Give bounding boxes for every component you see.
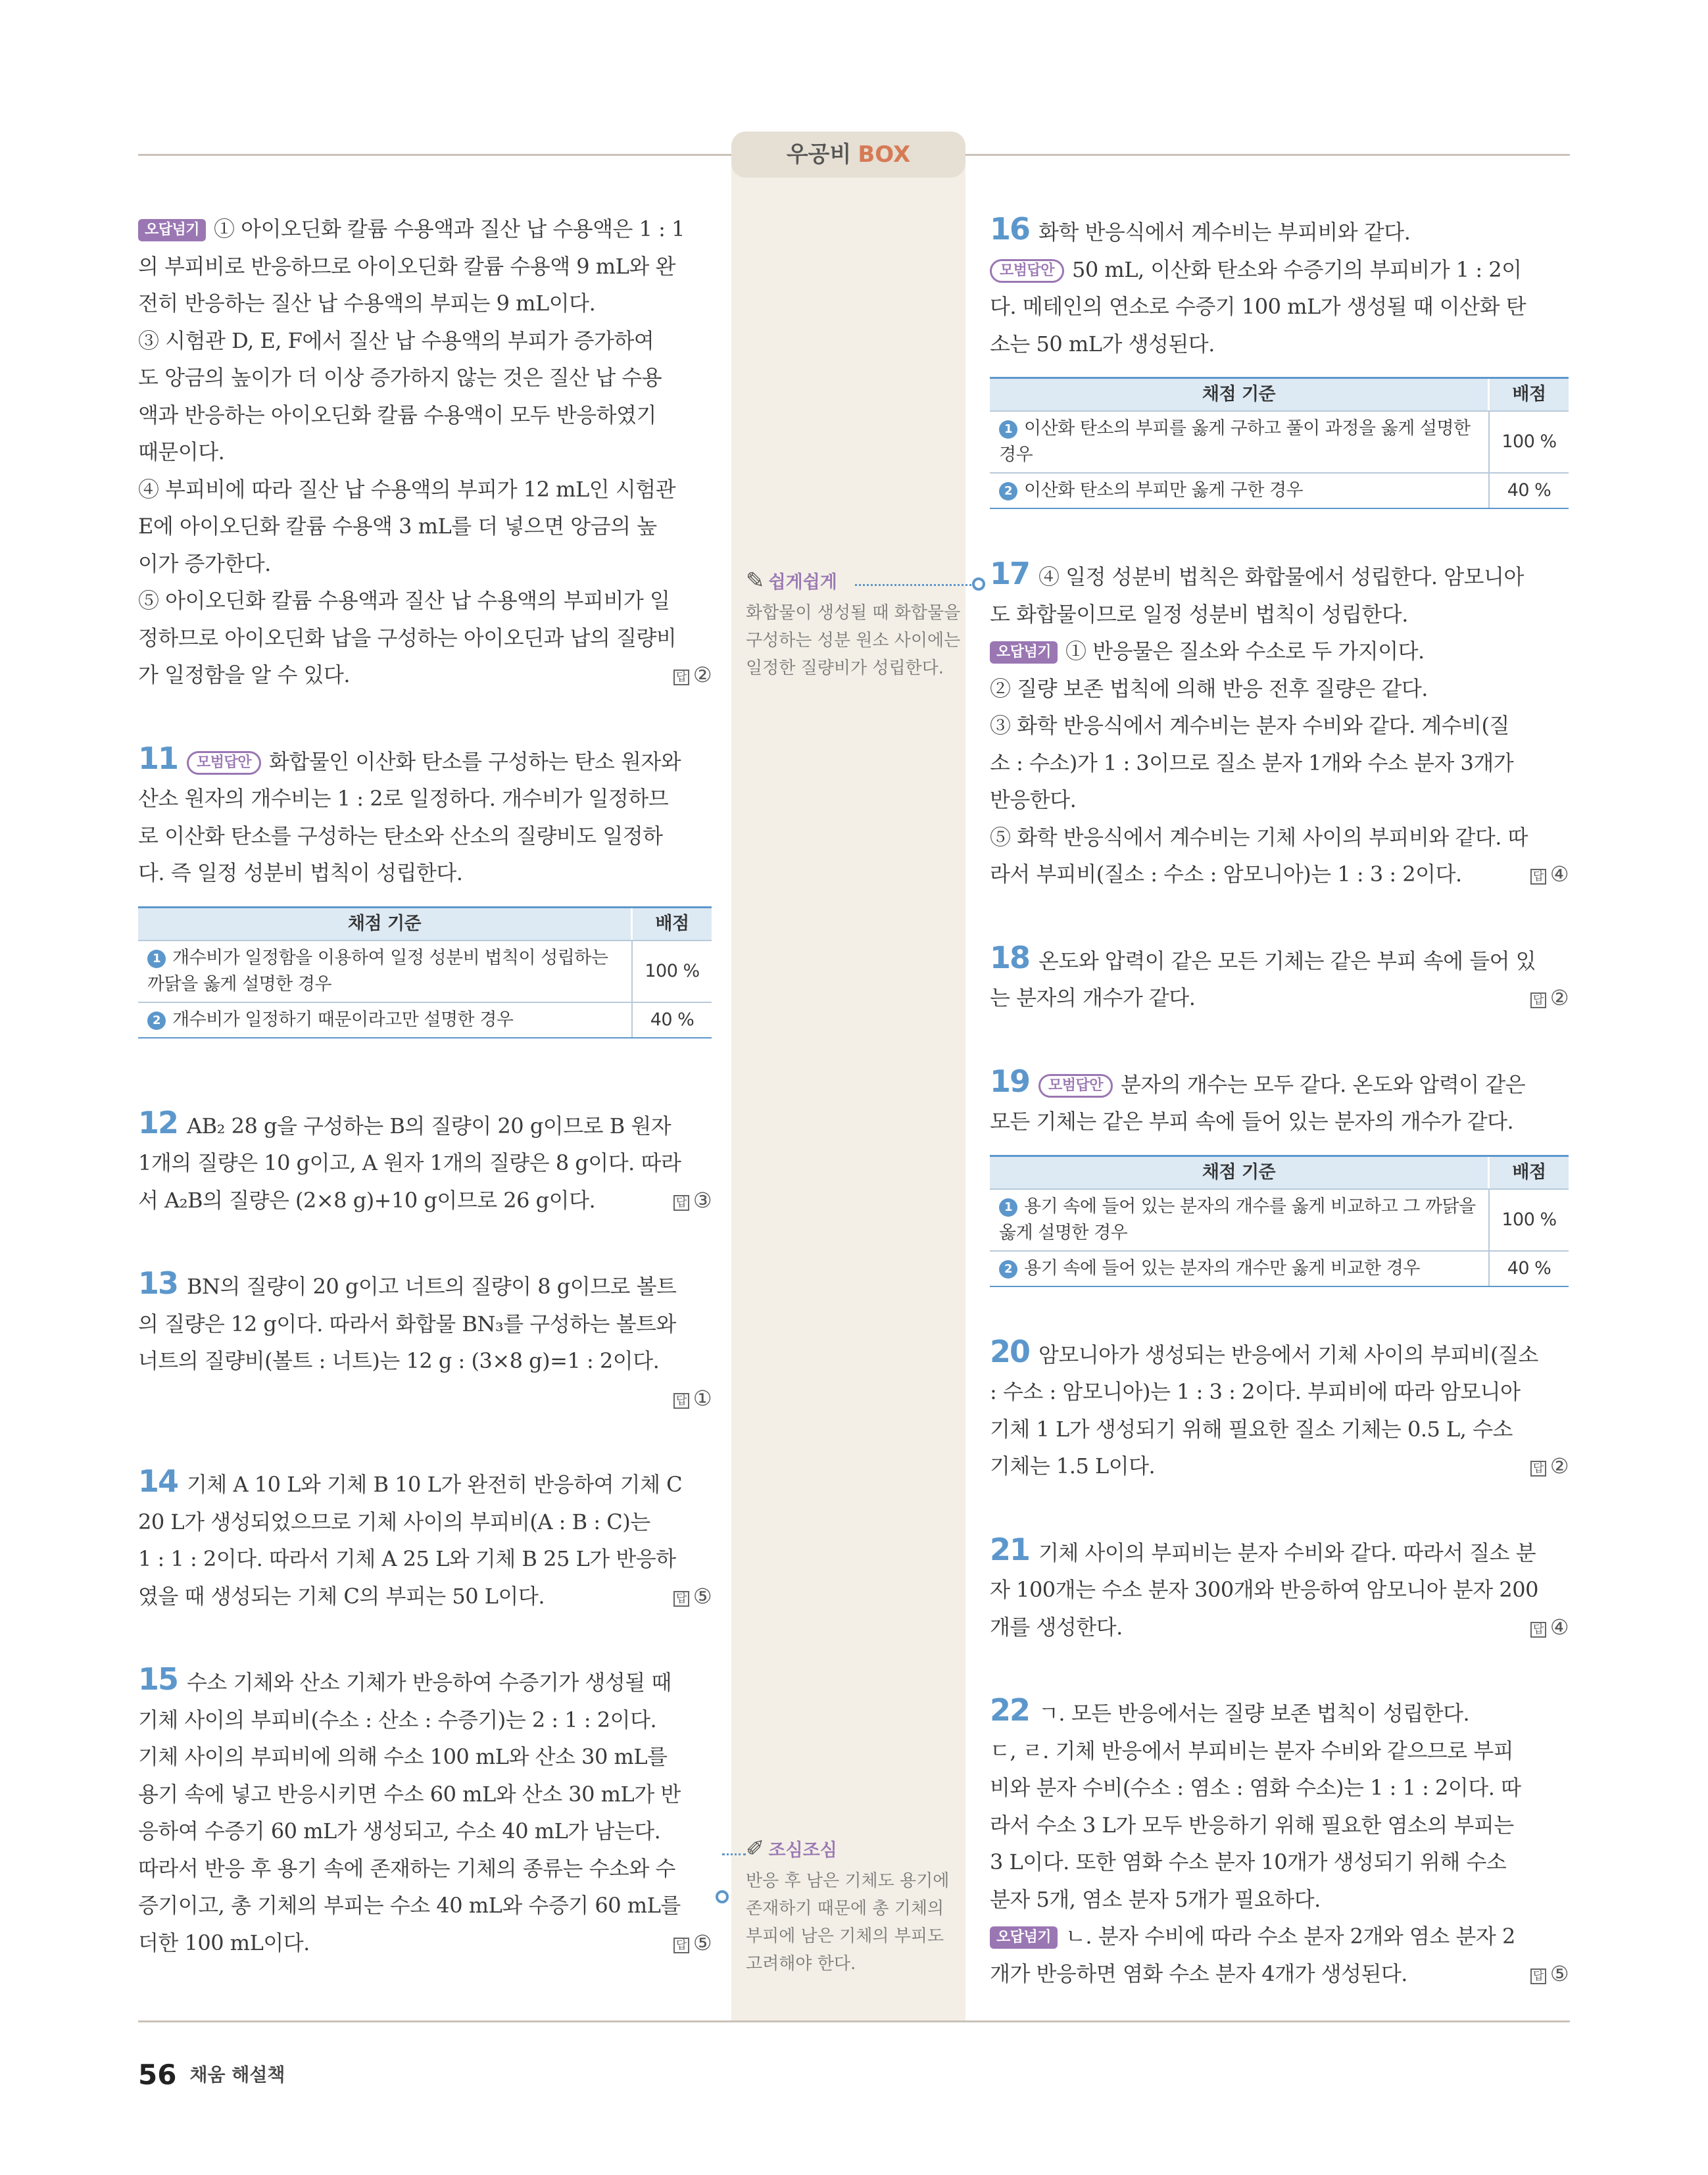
text-line: 개를 생성한다. 답 ④	[990, 1609, 1569, 1646]
pin-icon: ✐	[746, 1836, 765, 1862]
easy-note: ✎ 쉽게쉽게 화합물이 생성될 때 화합물을 구성하는 성분 원소 사이에는 일정한 질량비가 성립한다.	[746, 568, 961, 678]
q11-block	[138, 740, 712, 1039]
text-line: 11 모범답안 화합물인 이산화 탄소를 구성하는 탄소 원자와	[138, 740, 681, 776]
q14-block	[138, 1463, 712, 1615]
text-line: : 수소 : 암모니아)는 1 : 3 : 2이다. 부피비에 따라 암모니아	[990, 1379, 1521, 1404]
box-header: 우공비 BOX	[731, 132, 965, 178]
text-line: 모든 기체는 같은 부피 속에 들어 있는 분자의 개수가 같다.	[990, 1109, 1514, 1134]
question-number: 19	[990, 1063, 1030, 1099]
text-line: 17 ④ 일정 성분비 법칙은 화합물에서 성립한다. 암모니아	[990, 556, 1524, 591]
answer-mark: 답 ④	[1530, 1609, 1569, 1646]
text-line: E에 아이오딘화 칼륨 수용액 3 mL를 더 넣으면 앙금의 높	[138, 514, 657, 539]
table-row: 2 용기 속에 들어 있는 분자의 개수만 옳게 비교한 경우 40 %	[990, 1250, 1569, 1286]
q19-block	[990, 1063, 1569, 1287]
text-line: 14 기체 A 10 L와 기체 B 10 L가 완전히 반응하여 기체 C	[138, 1463, 683, 1499]
text-line: ② 질량 보존 법칙에 의해 반응 전후 질량은 같다.	[990, 675, 1428, 701]
text-line: 도 화합물이므로 일정 성분비 법칙이 성립한다.	[990, 601, 1408, 627]
answer-mark: 답 ③	[673, 1182, 712, 1219]
question-number: 20	[990, 1333, 1030, 1369]
text-line: 다. 즉 일정 성분비 법칙이 성립한다.	[138, 860, 463, 885]
question-number: 16	[990, 211, 1030, 247]
text-line: 전히 반응하는 질산 납 수용액의 부피는 9 mL이다.	[138, 291, 596, 316]
wrong-answer-tag: 오답넘기	[990, 1926, 1058, 1949]
text-line: ③ 화학 반응식에서 계수비는 분자 수비와 같다. 계수비(질	[990, 713, 1509, 738]
text-line: 오답넘기 ㄴ. 분자 수비에 따라 수소 분자 2개와 염소 분자 2	[990, 1918, 1569, 1955]
text-line: 는 분자의 개수가 같다. 답 ②	[990, 979, 1569, 1017]
q22-block	[990, 1692, 1569, 1992]
question-number: 15	[138, 1661, 178, 1697]
scoring-table: 채점 기준 배점 1 용기 속에 들어 있는 분자의 개수를 옳게 비교하고 그 까닭을 옳게 설명한 경우 100 % 2 용기 속에 들어 있는 분자의 개수만 옳게 비교한 경우 40 %	[990, 1155, 1569, 1287]
text-line: 액과 반응하는 아이오딘화 칼륨 수용액이 모두 반응하였기	[138, 402, 656, 428]
text-line: 기체는 1.5 L이다. 답 ②	[990, 1448, 1569, 1485]
careful-note: ✐ 조심조심 반응 후 남은 기체도 용기에 존재하기 때문에 총 기체의 부피에 남은 기체의 부피도 고려해야 한다.	[746, 1836, 950, 1974]
answer-mark: 답 ④	[1530, 856, 1569, 893]
text-line: 21 기체 사이의 부피비는 분자 수비와 같다. 따라서 질소 분	[990, 1531, 1536, 1567]
text-line: 산소 원자의 개수비는 1 : 2로 일정하다. 개수비가 일정하므	[138, 786, 669, 811]
answer-mark: 답 ①	[673, 1380, 712, 1417]
right-column	[990, 210, 1569, 1992]
text-line: 13 BN의 질량이 20 g이고 너트의 질량이 8 g이므로 볼트	[138, 1265, 677, 1301]
text-line: 개가 반응하면 염화 수소 분자 4개가 생성된다. 답 ⑤	[990, 1955, 1569, 1993]
question-number: 11	[138, 740, 178, 776]
text-line: ④ 부피비에 따라 질산 납 수용액의 부피가 12 mL인 시험관	[138, 476, 676, 502]
text-line: 12 AB₂ 28 g을 구성하는 B의 질량이 20 g이므로 B 원자	[138, 1104, 671, 1140]
text-line: 1 : 1 : 2이다. 따라서 기체 A 25 L와 기체 B 25 L가 반응하	[138, 1546, 676, 1571]
text-line: 비와 분자 수비(수소 : 염소 : 염화 수소)는 1 : 1 : 2이다. 따	[990, 1775, 1521, 1800]
text-line: 의 질량은 12 g이다. 따라서 화합물 BN₃를 구성하는 볼트와	[138, 1311, 676, 1336]
text-line: 도 앙금의 높이가 더 이상 증가하지 않는 것은 질산 납 수용	[138, 365, 662, 390]
text-line: 소 : 수소)가 1 : 3이므로 질소 분자 1개와 수소 분자 3개가	[990, 750, 1514, 775]
q20-block	[990, 1333, 1569, 1485]
side-column-background	[731, 155, 965, 2020]
book-title: 채움 해설책	[189, 2064, 285, 2086]
text-line: 반응한다.	[990, 787, 1077, 812]
text-line: 응하여 수증기 60 mL가 생성되고, 수소 40 mL가 남는다.	[138, 1819, 661, 1844]
text-line: ⑤ 화학 반응식에서 계수비는 기체 사이의 부피비와 같다. 따	[990, 824, 1528, 850]
text-line: 소는 50 mL가 생성된다.	[990, 331, 1215, 356]
table-row: 2 이산화 탄소의 부피만 옳게 구한 경우 40 %	[990, 472, 1569, 508]
model-answer-tag: 모범답안	[1038, 1074, 1113, 1098]
model-answer-tag: 모범답안	[187, 751, 261, 775]
answer-mark: 답 ⑤	[1530, 1955, 1569, 1993]
table-row: 1 이산화 탄소의 부피를 옳게 구하고 풀이 과정을 옳게 설명한 경우 100 %	[990, 410, 1569, 472]
page-footer	[138, 2059, 285, 2091]
answer-mark: 답 ②	[1530, 979, 1569, 1017]
text-line: 19 모범답안 분자의 개수는 모두 같다. 온도와 압력이 같은	[990, 1063, 1526, 1099]
question-number: 22	[990, 1692, 1030, 1728]
text-line: 15 수소 기체와 산소 기체가 반응하여 수증기가 생성될 때	[138, 1661, 671, 1697]
text-line: 정하므로 아이오딘화 납을 구성하는 아이오딘과 납의 질량비	[138, 625, 677, 650]
page-number: 56	[138, 2059, 177, 2091]
scoring-table: 채점 기준 배점 1 이산화 탄소의 부피를 옳게 구하고 풀이 과정을 옳게 설명한 경우 100 % 2 이산화 탄소의 부피만 옳게 구한 경우 40 %	[990, 377, 1569, 509]
text-line: 용기 속에 넣고 반응시키면 수소 60 mL와 산소 30 mL가 반	[138, 1781, 681, 1807]
text-line: 서 A₂B의 질량은 (2×8 g)+10 g이므로 26 g이다. 답 ③	[138, 1182, 712, 1219]
wrong-answer-tag: 오답넘기	[138, 219, 206, 241]
connector-dot	[972, 577, 985, 591]
text-line: 로 이산화 탄소를 구성하는 탄소와 산소의 질량비도 일정하	[138, 823, 663, 848]
question-number: 21	[990, 1531, 1030, 1567]
text-line: 였을 때 생성되는 기체 C의 부피는 50 L이다. 답 ⑤	[138, 1578, 712, 1615]
text-line: ㄷ, ㄹ. 기체 반응에서 부피비는 분자 수비와 같으므로 부피	[990, 1738, 1514, 1763]
table-row: 2 개수비가 일정하기 때문이라고만 설명한 경우 40 %	[138, 1002, 712, 1037]
question-number: 14	[138, 1463, 178, 1499]
q18-block	[990, 939, 1569, 1017]
text-line: 분자 5개, 염소 분자 5개가 필요하다.	[990, 1886, 1321, 1912]
table-row: 1 개수비가 일정함을 이용하여 일정 성분비 법칙이 성립하는 까닭을 옳게 설명한 경우 100 %	[138, 940, 712, 1002]
q12-block	[138, 1104, 712, 1219]
text-line: 더한 100 mL이다. 답 ⑤	[138, 1924, 712, 1962]
q13-block	[138, 1265, 712, 1417]
table-row: 1 용기 속에 들어 있는 분자의 개수를 옳게 비교하고 그 까닭을 옳게 설명한 경우 100 %	[990, 1188, 1569, 1250]
text-line: 기체 사이의 부피비(수소 : 산소 : 수증기)는 2 : 1 : 2이다.	[138, 1707, 657, 1732]
q16-block	[990, 210, 1569, 509]
answer-mark: 답 ②	[673, 656, 712, 694]
text-line: ③ 시험관 D, E, F에서 질산 납 수용액의 부피가 증가하여	[138, 328, 654, 353]
text-line: 오답넘기 ① 반응물은 질소와 수소로 두 가지이다.	[990, 633, 1569, 670]
text-line: 의 부피비로 반응하므로 아이오딘화 칼륨 수용액 9 mL와 완	[138, 253, 675, 279]
text-line: 증기이고, 총 기체의 부피는 수소 40 mL와 수증기 60 mL를	[138, 1893, 681, 1918]
text-line: 자 100개는 수소 분자 300개와 반응하여 암모니아 분자 200	[990, 1577, 1538, 1602]
answer-mark: 답 ②	[1530, 1448, 1569, 1485]
bottom-rule	[138, 2020, 1570, 2022]
answer-mark: 답 ⑤	[673, 1578, 712, 1615]
text-line: 18 온도와 압력이 같은 모든 기체는 같은 부피 속에 들어 있	[990, 939, 1536, 975]
careful-connector	[722, 1853, 746, 1855]
text-line: 기체 1 L가 생성되기 위해 필요한 질소 기체는 0.5 L, 수소	[990, 1416, 1513, 1442]
easy-connector	[855, 584, 983, 586]
text-line: 모범답안 50 mL, 이산화 탄소와 수증기의 부피비가 1 : 2이	[990, 251, 1569, 289]
text-line: 이가 증가한다.	[138, 550, 271, 576]
text-line: 때문이다.	[138, 439, 225, 464]
q15-block	[138, 1661, 712, 1961]
text-line: 20 암모니아가 생성되는 반응에서 기체 사이의 부피비(질소	[990, 1333, 1538, 1369]
text-line	[138, 1380, 712, 1417]
text-line: 가 일정함을 알 수 있다. 답 ②	[138, 656, 712, 694]
model-answer-tag: 모범답안	[990, 259, 1064, 283]
text-line: 22 ㄱ. 모든 반응에서는 질량 보존 법칙이 성립한다.	[990, 1692, 1470, 1728]
scoring-table: 채점 기준 배점 1 개수비가 일정함을 이용하여 일정 성분비 법칙이 성립하는 까닭을 옳게 설명한 경우 100 % 2 개수비가 일정하기 때문이라고만 설명한 경우 40 %	[138, 906, 712, 1039]
text-line: 다. 메테인의 연소로 수증기 100 mL가 생성될 때 이산화 탄	[990, 294, 1526, 319]
text-line: 20 L가 생성되었으므로 기체 사이의 부피비(A : B : C)는	[138, 1509, 650, 1534]
text-line: 기체 사이의 부피비에 의해 수소 100 mL와 산소 30 mL를	[138, 1744, 668, 1769]
question-number: 13	[138, 1265, 178, 1301]
text-line: 16 화학 반응식에서 계수비는 부피비와 같다.	[990, 211, 1411, 247]
text-line: 3 L이다. 또한 염화 수소 분자 10개가 생성되기 위해 수소	[990, 1849, 1507, 1874]
text-line: 라서 부피비(질소 : 수소 : 암모니아)는 1 : 3 : 2이다. 답 ④	[990, 856, 1569, 893]
text-line: 1개의 질량은 10 g이고, A 원자 1개의 질량은 8 g이다. 따라	[138, 1150, 681, 1175]
question-number: 18	[990, 939, 1030, 975]
q21-block	[990, 1531, 1569, 1646]
text-line: 따라서 반응 후 용기 속에 존재하는 기체의 종류는 수소와 수	[138, 1855, 675, 1881]
text-line: 오답넘기 ① 아이오딘화 칼륨 수용액과 질산 납 수용액은 1 : 1	[138, 210, 712, 248]
question-number: 12	[138, 1104, 178, 1140]
text-line: 라서 수소 3 L가 모두 반응하기 위해 필요한 염소의 부피는	[990, 1812, 1514, 1838]
pencil-icon: ✎	[746, 568, 765, 594]
text-line: 너트의 질량비(볼트 : 너트)는 12 g : (3×8 g)=1 : 2이다.	[138, 1348, 660, 1373]
q17-block	[990, 555, 1569, 893]
answer-mark: 답 ⑤	[673, 1924, 712, 1962]
question-number: 17	[990, 556, 1030, 591]
wrong-answer-tag: 오답넘기	[990, 641, 1058, 664]
left-column	[138, 210, 712, 1961]
text-line: ⑤ 아이오딘화 칼륨 수용액과 질산 납 수용액의 부피비가 일	[138, 588, 670, 613]
q10-block	[138, 210, 712, 694]
connector-dot	[716, 1890, 729, 1903]
